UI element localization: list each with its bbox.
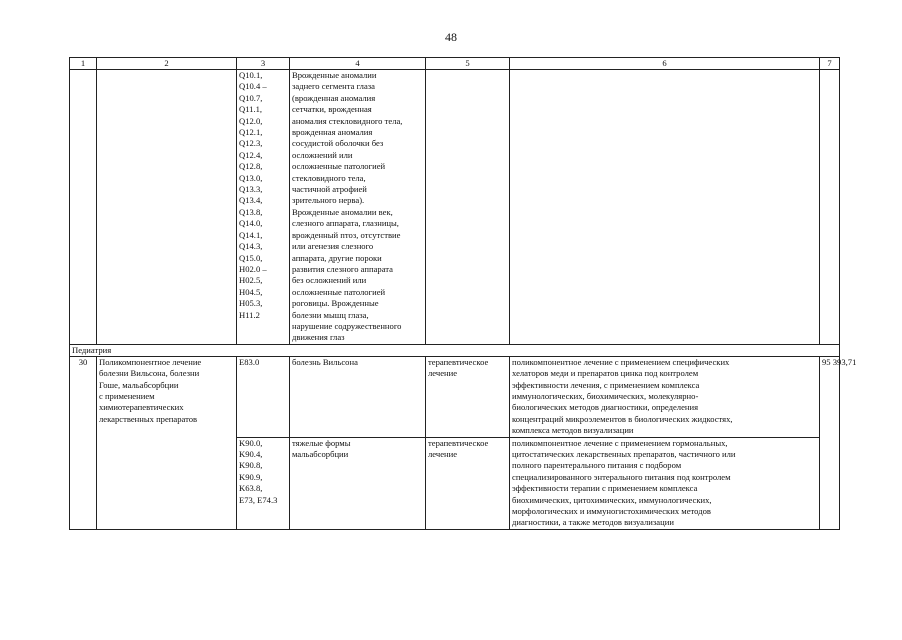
diagnosis-codes: Q10.1, Q10.4 – Q10.7, Q11.1, Q12.0, Q12.1, Q12.3, Q12.4, Q12.8, Q13.0, Q13.3, Q13.4, Q13.8, Q14.0, Q14.1, Q14.3, Q15.0, H02.0 – H02.5, H04.5, H05.3, H11.2 bbox=[237, 70, 290, 345]
column-number: 3 bbox=[237, 58, 290, 70]
column-number-row bbox=[70, 58, 840, 70]
services-table bbox=[69, 57, 857, 530]
entry-number: 30 bbox=[70, 356, 97, 529]
cell-empty bbox=[97, 70, 237, 345]
patient-model: Врожденные аномалии заднего сегмента глаза (врожденная аномалия сетчатки, врожденная аномалия стекловидного тела, врожденная аномалия сосудистой оболочки без осложнений или осложненные патологией стекловидного тела, частичной атрофией зрительного нерва). Врожденные аномалии век, слезного аппарата, глазницы, врожденный птоз, отсутствие или агенезия слезного аппарата, другие пороки развития слезного аппарата без осложнений или осложненные патологией роговицы. Врожденные болезни мышц глаза, нарушение содружественного движения глаз bbox=[290, 70, 426, 345]
column-number: 1 bbox=[70, 58, 97, 70]
section-row bbox=[70, 344, 840, 356]
section-title: Педиатрия bbox=[70, 344, 840, 356]
column-number: 5 bbox=[426, 58, 510, 70]
column-number: 6 bbox=[510, 58, 820, 70]
cell-empty bbox=[820, 70, 840, 345]
continuation-row bbox=[70, 70, 840, 345]
cell-empty bbox=[510, 70, 820, 345]
treatment-method: поликомпонентное лечение с применением специфических хелаторов меди и препаратов цинка под контролем эффективности лечения, с применением комплекса иммунологических, биохимических, молекулярно- биологических методов диагностики, определения концентраций микроэлементов в биологических жидкостях, комплекса методов визуализации bbox=[510, 356, 820, 437]
page-number: 48 bbox=[445, 30, 457, 44]
column-number: 4 bbox=[290, 58, 426, 70]
column-number: 2 bbox=[97, 58, 237, 70]
column-number: 7 bbox=[820, 58, 840, 70]
treatment-method: поликомпонентное лечение с применением гормональных, цитостатических лекарственных препаратов, частичного или полного парентерального питания с подбором специализированного энтерального питания под контролем эффективности терапии с применением комплекса биохимических, цитохимических, иммунологических, морфологических и иммуногистохимических методов диагностики, а также методов визуализации bbox=[510, 437, 820, 529]
cell-empty bbox=[70, 70, 97, 345]
cell-empty bbox=[426, 70, 510, 345]
diagnosis-codes: E83.0 bbox=[237, 356, 290, 437]
entry-price: 95 393,71 bbox=[820, 356, 840, 529]
treatment-type: терапевтическое лечение bbox=[426, 437, 510, 529]
treatment-type: терапевтическое лечение bbox=[426, 356, 510, 437]
diagnosis-codes: K90.0, K90.4, K90.8, K90.9, K63.8, E73, E74.3 bbox=[237, 437, 290, 529]
patient-model: болезнь Вильсона bbox=[290, 356, 426, 437]
entry-name: Поликомпонентное лечение болезни Вильсона, болезни Гоше, мальабсорбции с применением химиотерапевтических лекарственных препаратов bbox=[97, 356, 237, 529]
patient-model: тяжелые формы мальабсорбции bbox=[290, 437, 426, 529]
entry-row bbox=[70, 356, 840, 437]
